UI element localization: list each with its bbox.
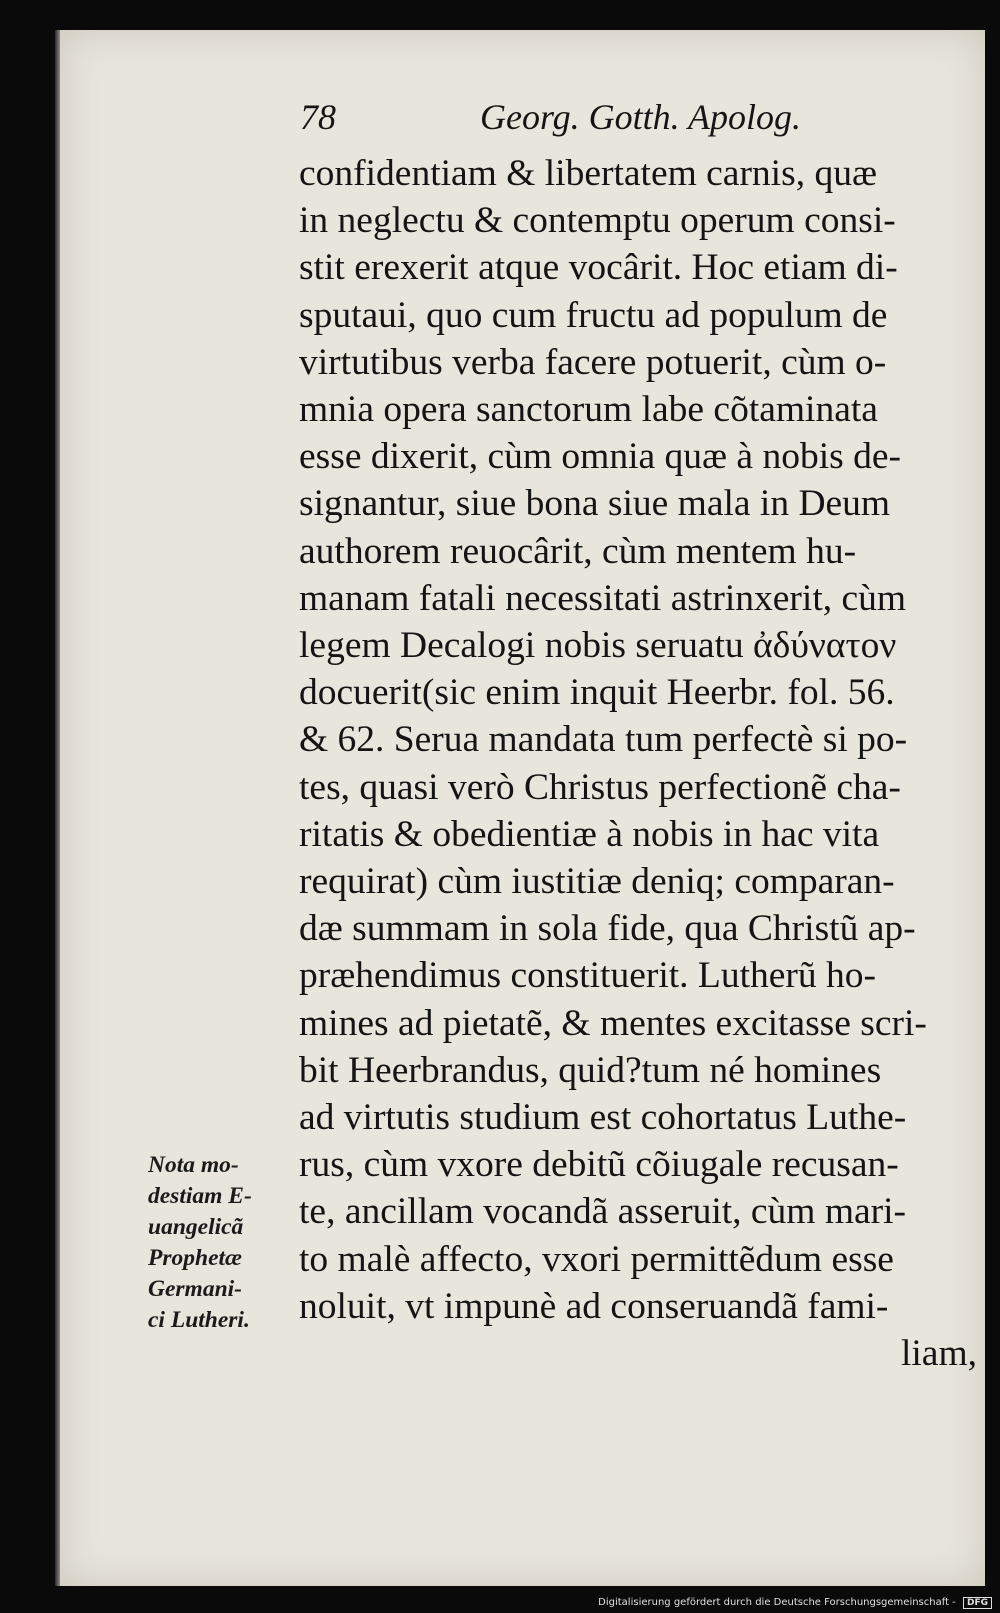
dfg-logo: DFG	[963, 1597, 992, 1609]
text-line: manam fatali necessitati astrinxerit, cùm	[299, 577, 907, 619]
marginal-note	[148, 1150, 298, 1336]
text-line: to malè affecto, vxori permittẽdum esse	[299, 1238, 894, 1280]
text-line: legem Decalogi nobis seruatu ἀδύνατον	[299, 625, 897, 667]
text-line: confidentiam & libertatem carnis, quæ	[299, 153, 877, 194]
marginal-note-line: uangelicã	[148, 1214, 244, 1240]
credit-text: Digitalisierung gefördert durch die Deutsche Forschungsgemeinschaft -	[598, 1597, 956, 1608]
text-line: stit erexerit atque vocârit. Hoc etiam di-	[299, 247, 898, 289]
text-line: virtutibus verba facere potuerit, cùm o-	[299, 341, 887, 383]
text-line: signantur, siue bona siue mala in Deum	[299, 483, 891, 525]
running-title: Georg. Gotth. Apolog.	[480, 97, 801, 137]
text-line: dæ summam in sola fide, qua Christũ ap-	[299, 908, 916, 950]
text-line: sputaui, quo cum fructu ad populum de	[299, 294, 888, 336]
text-line: rus, cùm vxore debitũ cõiugale recusan-	[299, 1144, 899, 1186]
text-line: esse dixerit, cùm omnia quæ à nobis de-	[299, 436, 901, 478]
text-line: præhendimus constituerit. Lutherũ ho-	[299, 955, 876, 997]
body-text	[299, 150, 989, 1377]
text-line: bit Heerbrandus, quid?tum né homines	[299, 1049, 882, 1091]
text-line: noluit, vt impunè ad conseruandã fami-	[299, 1285, 889, 1327]
text-line: ad virtutis studium est cohortatus Luthe-	[299, 1097, 907, 1139]
text-line: in neglectu & contemptu operum consi-	[299, 200, 896, 242]
marginal-note-line: destiam E-	[148, 1183, 252, 1209]
text-line: mnia opera sanctorum labe cõtaminata	[299, 389, 878, 431]
text-line: & 62. Serua mandata tum perfectè si po-	[299, 719, 908, 761]
digitization-credit	[598, 1597, 992, 1609]
marginal-note-line: Germani-	[148, 1276, 242, 1302]
text-line: docuerit(sic enim inquit Heerbr. fol. 56.	[299, 672, 895, 714]
text-line: te, ancillam vocandã asseruit, cùm mari-	[299, 1191, 907, 1233]
marginal-note-line: ci Lutheri.	[148, 1307, 250, 1333]
marginal-note-line: Prophetæ	[148, 1245, 242, 1271]
catchword: liam,	[900, 1333, 977, 1375]
text-line: authorem reuocârit, cùm mentem hu-	[299, 530, 857, 572]
text-line: requirat) cùm iustitiæ deniq; comparan-	[299, 861, 895, 903]
text-line: ritatis & obedientiæ à nobis in hac vita	[299, 813, 880, 855]
marginal-note-line: Nota mo-	[148, 1152, 239, 1178]
page-number: 78	[300, 97, 336, 137]
text-line: tes, quasi verò Christus perfectionẽ cha-	[299, 766, 901, 808]
text-line: mines ad pietatẽ, & mentes excitasse scri-	[299, 1002, 927, 1044]
